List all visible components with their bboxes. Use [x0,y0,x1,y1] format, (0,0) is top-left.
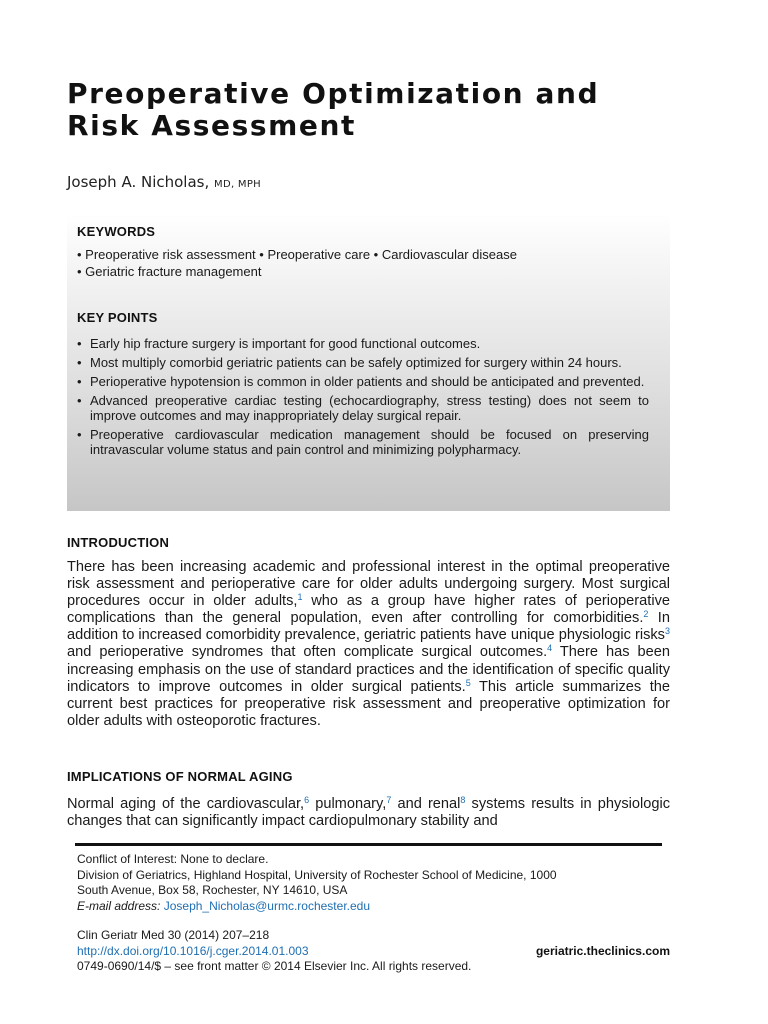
aging-text: pulmonary, [309,796,387,812]
introduction-paragraph [67,559,670,730]
normal-aging-paragraph [67,796,670,830]
bullet-icon: • [77,336,82,351]
reference-link[interactable]: 7 [386,795,392,805]
conflict-of-interest: Conflict of Interest: None to declare. [77,852,269,866]
aging-text: and renal [391,796,461,812]
aging-text: systems results in physiologic changes that can significantly impact cardiopulmonary stability and [67,796,670,830]
intro-text: In addition to increased comorbidity prevalence, geriatric patients have unique physiologic risks [67,610,670,644]
key-points-list [77,336,649,461]
footnotes [77,852,670,975]
key-point-item [77,374,649,389]
author-name: Joseph A. Nicholas, [67,173,210,191]
journal-site-link[interactable]: geriatric.theclinics.com [535,943,670,958]
key-point-text: Advanced preoperative cardiac testing (echocardiography, stress testing) does not seem to improve outcomes and may inappropriately delay surgical repair. [90,393,649,423]
copyright-line: 0749-0690/14/$ – see front matter © 2014 Elsevier Inc. All rights reserved. [77,959,472,973]
keywords-heading: KEYWORDS [77,224,156,239]
aging-text: Normal aging of the cardiovascular, [67,796,305,812]
bullet-icon: • [77,374,82,389]
author-credentials: MD, MPH [214,179,261,190]
reference-link[interactable]: 2 [643,609,649,620]
article-title [67,78,670,142]
affiliation-line-2: South Avenue, Box 58, Rochester, NY 14610, USA [77,883,348,897]
key-point-item [77,355,649,370]
email-line [77,899,670,915]
bullet-icon: • [77,427,82,442]
intro-text: There has been increasing emphasis on the use of standard practices and the identification of specific quality indicators to improve outcomes in older surgical patients. [67,644,670,695]
author-line [67,173,261,191]
reference-link[interactable]: 3 [664,626,670,637]
email-link[interactable]: Joseph_Nicholas@urmc.rochester.edu [163,898,371,913]
email-label: E-mail address: [77,898,161,913]
title-line-1: Preoperative Optimization and [67,77,600,110]
footnote-divider [75,843,662,846]
bullet-icon: • [77,355,82,370]
intro-text: There has been increasing academic and professional interest in the optimal preoperative risk assessment and perioperative care for older adults undergoing surgery. Most surgical procedures occur in older adults, [67,559,670,610]
journal-citation: Clin Geriatr Med 30 (2014) 207–218 [77,928,270,942]
key-point-item [77,427,649,457]
keywords-line-1: • Preoperative risk assessment • Preoperative care • Cardiovascular disease [77,247,517,262]
keywords-keypoints-box [67,214,670,511]
key-point-text: Preoperative cardiovascular medication management should be focused on preserving intravascular volume status and pain control and minimizing polypharmacy. [90,427,649,457]
normal-aging-heading: IMPLICATIONS OF NORMAL AGING [67,769,293,784]
reference-link[interactable]: 1 [297,592,303,603]
intro-text: This article summarizes the current best practices for preoperative risk assessment and preoperative optimization for older adults with osteoporotic fractures. [67,678,670,729]
key-points-heading: KEY POINTS [77,310,158,325]
key-point-item [77,393,649,423]
intro-text: who as a group have higher rates of perioperative complications than the general population, even after controlling for comorbidities. [67,593,670,627]
key-point-text: Perioperative hypotension is common in older patients and should be anticipated and prevented. [90,374,645,389]
key-point-item [77,336,649,351]
bullet-icon: • [77,393,82,408]
reference-link[interactable]: 8 [460,795,466,805]
title-line-2: Risk Assessment [67,109,357,142]
doi-link[interactable]: http://dx.doi.org/10.1016/j.cger.2014.01.003 [77,943,309,958]
reference-link[interactable]: 5 [465,677,471,688]
reference-link[interactable]: 6 [304,795,310,805]
keywords-line-2: • Geriatric fracture management [77,264,262,279]
key-point-text: Early hip fracture surgery is important for good functional outcomes. [90,336,481,351]
introduction-heading: INTRODUCTION [67,535,170,550]
reference-link[interactable]: 4 [547,643,553,654]
intro-text: and perioperative syndromes that often complicate surgical outcomes. [67,644,548,661]
affiliation-line-1: Division of Geriatrics, Highland Hospital, University of Rochester School of Medicine, 1000 [77,867,557,882]
key-point-text: Most multiply comorbid geriatric patients can be safely optimized for surgery within 24 hours. [90,355,622,370]
doi-row [77,944,670,960]
